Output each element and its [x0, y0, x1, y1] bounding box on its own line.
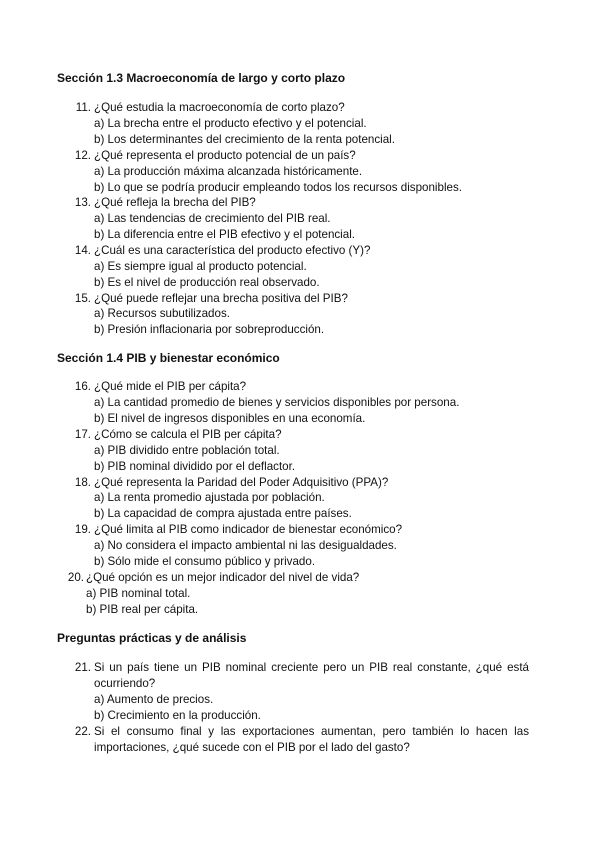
- question-text: ¿Qué estudia la macroeconomía de corto plazo?: [94, 101, 345, 114]
- option-b: b) La capacidad de compra ajustada entre países.: [94, 507, 352, 520]
- question-text-continued: importaciones, ¿qué sucede con el PIB por el lado del gasto?: [94, 741, 410, 754]
- question-number: 21.: [74, 661, 91, 674]
- option-a: a) PIB nominal total.: [86, 587, 191, 600]
- question-text: ¿Qué puede reflejar una brecha positiva del PIB?: [94, 292, 348, 305]
- question-number: 12.: [74, 149, 91, 162]
- question-text: Si un país tiene un PIB nominal creciente pero un PIB real constante, ¿qué está: [94, 661, 529, 674]
- question-number: 20.: [67, 571, 84, 584]
- option-b: b) PIB nominal dividido por el deflactor.: [94, 460, 296, 473]
- question-text-continued: ocurriendo?: [94, 677, 156, 690]
- question-text: ¿Cuál es una característica del producto efectivo (Y)?: [94, 244, 371, 257]
- question-text: ¿Qué representa el producto potencial de un país?: [94, 149, 356, 162]
- section-title-practicas: Preguntas prácticas y de análisis: [57, 631, 247, 645]
- option-a: a) La cantidad promedio de bienes y servicios disponibles por persona.: [94, 396, 460, 409]
- option-b: b) Es el nivel de producción real observado.: [94, 276, 320, 289]
- question-text: ¿Qué mide el PIB per cápita?: [94, 380, 247, 393]
- option-b: b) Sólo mide el consumo público y privado.: [94, 555, 316, 568]
- option-a: a) La producción máxima alcanzada históricamente.: [94, 165, 363, 178]
- section-title-1-4: Sección 1.4 PIB y bienestar económico: [57, 351, 280, 365]
- option-b: b) La diferencia entre el PIB efectivo y el potencial.: [94, 228, 356, 241]
- option-b: b) Lo que se podría producir empleando todos los recursos disponibles.: [94, 181, 462, 194]
- question-number: 16.: [74, 380, 91, 393]
- question-text: ¿Qué limita al PIB como indicador de bienestar económico?: [94, 523, 403, 536]
- question-number: 14.: [74, 244, 91, 257]
- option-b: b) Presión inflacionaria por sobreproducción.: [94, 323, 325, 336]
- option-a: a) Recursos subutilizados.: [94, 307, 230, 320]
- option-a: a) La renta promedio ajustada por población.: [94, 491, 325, 504]
- question-text: ¿Cómo se calcula el PIB per cápita?: [94, 428, 282, 441]
- option-a: a) PIB dividido entre población total.: [94, 444, 280, 457]
- option-b: b) Los determinantes del crecimiento de la renta potencial.: [94, 133, 395, 146]
- section-title-1-3: Sección 1.3 Macroeconomía de largo y corto plazo: [57, 71, 346, 85]
- question-text: ¿Qué refleja la brecha del PIB?: [94, 196, 256, 209]
- question-text: ¿Qué opción es un mejor indicador del nivel de vida?: [86, 571, 360, 584]
- question-number: 11.: [75, 101, 91, 114]
- question-text: Si el consumo final y las exportaciones aumentan, pero también lo hacen las: [94, 725, 529, 738]
- question-number: 17.: [74, 428, 91, 441]
- question-number: 22.: [74, 725, 91, 738]
- option-a: a) Aumento de precios.: [94, 693, 214, 706]
- question-number: 19.: [74, 523, 91, 536]
- option-b: b) El nivel de ingresos disponibles en una economía.: [94, 412, 366, 425]
- option-b: b) Crecimiento en la producción.: [94, 709, 261, 722]
- option-a: a) No considera el impacto ambiental ni las desigualdades.: [94, 539, 397, 552]
- option-a: a) Las tendencias de crecimiento del PIB real.: [94, 212, 331, 225]
- option-a: a) La brecha entre el producto efectivo y el potencial.: [94, 117, 367, 130]
- question-number: 18.: [74, 476, 91, 489]
- option-a: a) Es siempre igual al producto potencial.: [94, 260, 307, 273]
- question-text: ¿Qué representa la Paridad del Poder Adquisitivo (PPA)?: [94, 476, 389, 489]
- question-number: 13.: [74, 196, 91, 209]
- option-b: b) PIB real per cápita.: [86, 603, 199, 616]
- question-number: 15.: [74, 292, 91, 305]
